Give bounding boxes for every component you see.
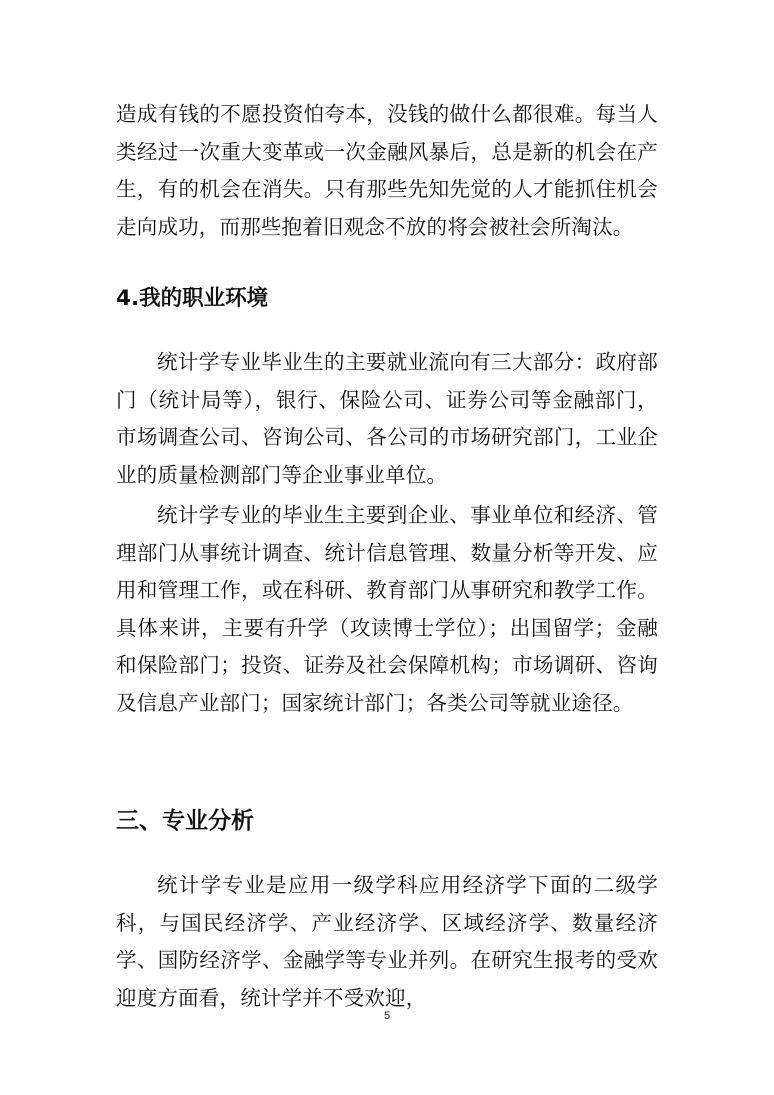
page-number: 5 bbox=[383, 1010, 391, 1022]
paragraph-graduate-destinations: 统计学专业毕业生的主要就业流向有三大部分：政府部门（统计局等），银行、保险公司、证券公司等金融部门，市场调查公司、咨询公司、各公司的市场研究部门，工业企业的质量检测部门等企业事业单位。 bbox=[116, 350, 658, 487]
paragraph-investment-opportunity: 造成有钱的不愿投资怕夸本，没钱的做什么都很难。每当人类经过一次重大变革或一次金融风暴后，总是新的机会在产生，有的机会在消失。只有那些先知先觉的人才能抓住机会走向成功，而那些抱着旧观念不放的将会被社会所淘汰。 bbox=[116, 102, 658, 239]
chapter-heading-major-analysis: 三、专业分析 bbox=[116, 808, 254, 834]
paragraph-major-classification: 统计学专业是应用一级学科应用经济学下面的二级学科，与国民经济学、产业经济学、区域经济学、数量经济学、国防经济学、金融学等专业并列。在研究生报考的受欢迎度方面看，统计学并不受欢迎， bbox=[116, 873, 658, 1010]
paragraph-employment-paths: 统计学专业的毕业生主要到企业、事业单位和经济、管理部门从事统计调查、统计信息管理、数量分析等开发、应用和管理工作，或在科研、教育部门从事研究和教学工作。具体来讲，主要有升学（攻读博士学位）；出国留学；金融和保险部门；投资、证券及社会保障机构；市场调研、咨询及信息产业部门；国家统计部门；各类公司等就业途径。 bbox=[116, 503, 658, 715]
section-heading-career-environment: 4.我的职业环境 bbox=[116, 286, 269, 311]
document-page bbox=[116, 96, 658, 1017]
